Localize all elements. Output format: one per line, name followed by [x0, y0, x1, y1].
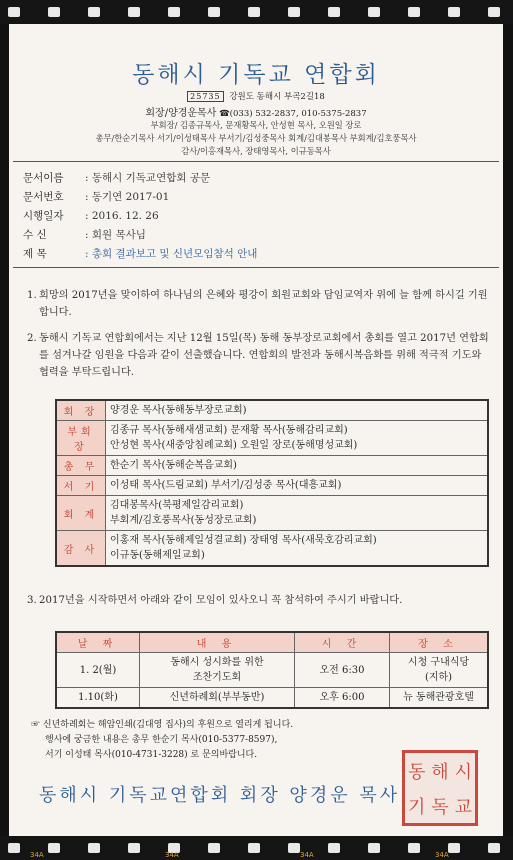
org-title: 동해시 기독교 연합회	[132, 62, 380, 88]
paragraph-1: 1. 희망의 2017년을 맞이하여 하나님의 은혜와 평강이 회원교회와 담임교역자 위에 늘 함께 하시길 기원합니다.	[27, 290, 488, 318]
sprocket-hole	[448, 7, 460, 17]
names-cell: 김대봉목사(북평제일감리교회) 부회계/김호풍목사(동성장로교회)	[106, 496, 489, 531]
sprocket-hole	[48, 843, 60, 853]
meta-doc-name: 문서이름 : 동해시 기독교연합회 공문	[23, 172, 211, 184]
role-cell: 회 계	[56, 496, 106, 531]
sprocket-hole	[408, 7, 420, 17]
meta-issue-date: 시행일자 : 2016. 12. 26	[23, 210, 159, 222]
table-row	[56, 400, 488, 421]
film-frame-label: 34A	[30, 851, 44, 859]
phones: ☎(033) 532-2837, 010-5375-2837	[219, 109, 367, 119]
place-cell: 시청 구내식당 (지하)	[390, 653, 489, 688]
names-cell: 김종규 목사(동해새샘교회) 문재황 목사(동해감리교회) 안성현 목사(새중앙침례교회) 오원일 장로(동해명성교회)	[106, 421, 489, 456]
column-header: 장 소	[390, 632, 489, 653]
content-cell: 신년하례회(부부동반)	[140, 688, 295, 709]
table-header-row	[56, 632, 488, 653]
column-header: 날 짜	[56, 632, 140, 653]
date-cell: 1.10(화)	[56, 688, 140, 709]
signature: 동해시 기독교연합회 회장 양경운 목사	[39, 785, 401, 806]
column-header: 시 간	[295, 632, 390, 653]
official-seal-stamp: 동 해 시 기 독 교	[402, 750, 478, 826]
sprocket-hole	[88, 7, 100, 17]
footnote: ☞ 신년하례회는 해암인쇄(김대영 집사)의 후원으로 열리게 됩니다. 행사에 궁금한 내용은 총무 한순기 목사(010-5377-8597), 서기 이성태 목사(010-4731-3228) 로 문의바랍니다.	[31, 720, 294, 760]
date-cell: 1. 2(월)	[56, 653, 140, 688]
address: 강원도 동해시 부곡2길18	[229, 92, 325, 102]
column-header: 내 용	[140, 632, 295, 653]
sprocket-hole	[8, 843, 20, 853]
officers-line-3: 감사/이홍재목사, 장태영목사, 이규동목사	[181, 146, 331, 156]
names-cell: 양경운 목사(동해동부장로교회)	[106, 400, 489, 421]
header-divider	[13, 161, 499, 162]
sprocket-hole	[328, 7, 340, 17]
document-page	[9, 24, 503, 836]
officers-line-2: 총무/한순기목사 서기/이성태목사 부서기/김성중목사 회계/김대봉목사 부회계/김호풍목사	[95, 133, 417, 143]
sprocket-hole	[368, 843, 380, 853]
sprocket-hole	[448, 843, 460, 853]
table-row	[56, 421, 488, 456]
paragraph-2: 2. 동해시 기독교 연합회에서는 지난 12월 15일(목) 동해 동부장로교회에서 총회를 열고 2017년 연합회를 섬겨나갈 임원을 다음과 같이 선출했습니다. 연합회의 발전과 동해시복음화를 위해 적극적 기도와 협력을 부탁드립니다.	[27, 333, 489, 378]
meta-divider	[13, 267, 499, 268]
names-cell: 이홍재 목사(동해제일성결교회) 장태영 목사(새묵호감리교회) 이규동(동해제일교회)	[106, 531, 489, 567]
meta-recipient: 수 신 : 회원 목사님	[23, 229, 146, 241]
officers-line-1: 부회장/ 김종규목사, 문재황목사, 안성현 목사, 오원일 장로	[150, 120, 362, 130]
sprocket-hole	[328, 843, 340, 853]
sprocket-hole	[168, 7, 180, 17]
film-frame-label: 34A	[435, 851, 449, 859]
sprocket-hole	[128, 7, 140, 17]
table-row	[56, 531, 488, 567]
president-line	[9, 104, 503, 119]
sprocket-hole	[248, 7, 260, 17]
officers-table	[55, 399, 489, 567]
sprocket-hole	[368, 7, 380, 17]
table-row	[56, 496, 488, 531]
sprocket-hole	[8, 7, 20, 17]
sprocket-hole	[488, 843, 500, 853]
table-row	[56, 653, 488, 688]
paragraph-3: 3. 2017년을 시작하면서 아래와 같이 모임이 있사오니 꼭 참석하여 주시기 바랍니다.	[27, 595, 403, 606]
sprocket-hole	[288, 843, 300, 853]
pointing-hand-icon: ☞	[31, 720, 41, 730]
sprocket-hole	[208, 843, 220, 853]
film-strip-top	[0, 0, 513, 24]
zip-code: 25735	[187, 91, 223, 102]
names-cell: 한순기 목사(동해순복음교회)	[106, 456, 489, 476]
sprocket-hole	[488, 7, 500, 17]
film-frame-label: 34A	[300, 851, 314, 859]
table-row	[56, 688, 488, 709]
meta-doc-number: 문서번호 : 동기연 2017-01	[23, 191, 170, 203]
schedule-table	[55, 631, 489, 709]
president-label: 회장/양경운목사	[145, 108, 217, 119]
table-row	[56, 456, 488, 476]
sprocket-hole	[208, 7, 220, 17]
role-cell: 부회장	[56, 421, 106, 456]
sprocket-hole	[248, 843, 260, 853]
role-cell: 감 사	[56, 531, 106, 567]
time-cell: 오후 6:00	[295, 688, 390, 709]
place-cell: 뉴 동해관광호텔	[390, 688, 489, 709]
meta-subject: 제 목 : 총회 결과보고 및 신년모임참석 안내	[23, 248, 258, 260]
sprocket-hole	[128, 843, 140, 853]
film-strip-bottom	[0, 836, 513, 860]
film-frame-label: 34A	[165, 851, 179, 859]
names-cell: 이성태 목사(드림교회) 부서기/김성중 목사(대흥교회)	[106, 476, 489, 496]
sprocket-hole	[48, 7, 60, 17]
sprocket-hole	[288, 7, 300, 17]
role-cell: 회 장	[56, 400, 106, 421]
table-row	[56, 476, 488, 496]
sprocket-hole	[88, 843, 100, 853]
role-cell: 서 기	[56, 476, 106, 496]
role-cell: 총 무	[56, 456, 106, 476]
address-line	[9, 90, 503, 102]
sprocket-hole	[408, 843, 420, 853]
time-cell: 오전 6:30	[295, 653, 390, 688]
content-cell: 동해시 성시화를 위한 조찬기도회	[140, 653, 295, 688]
